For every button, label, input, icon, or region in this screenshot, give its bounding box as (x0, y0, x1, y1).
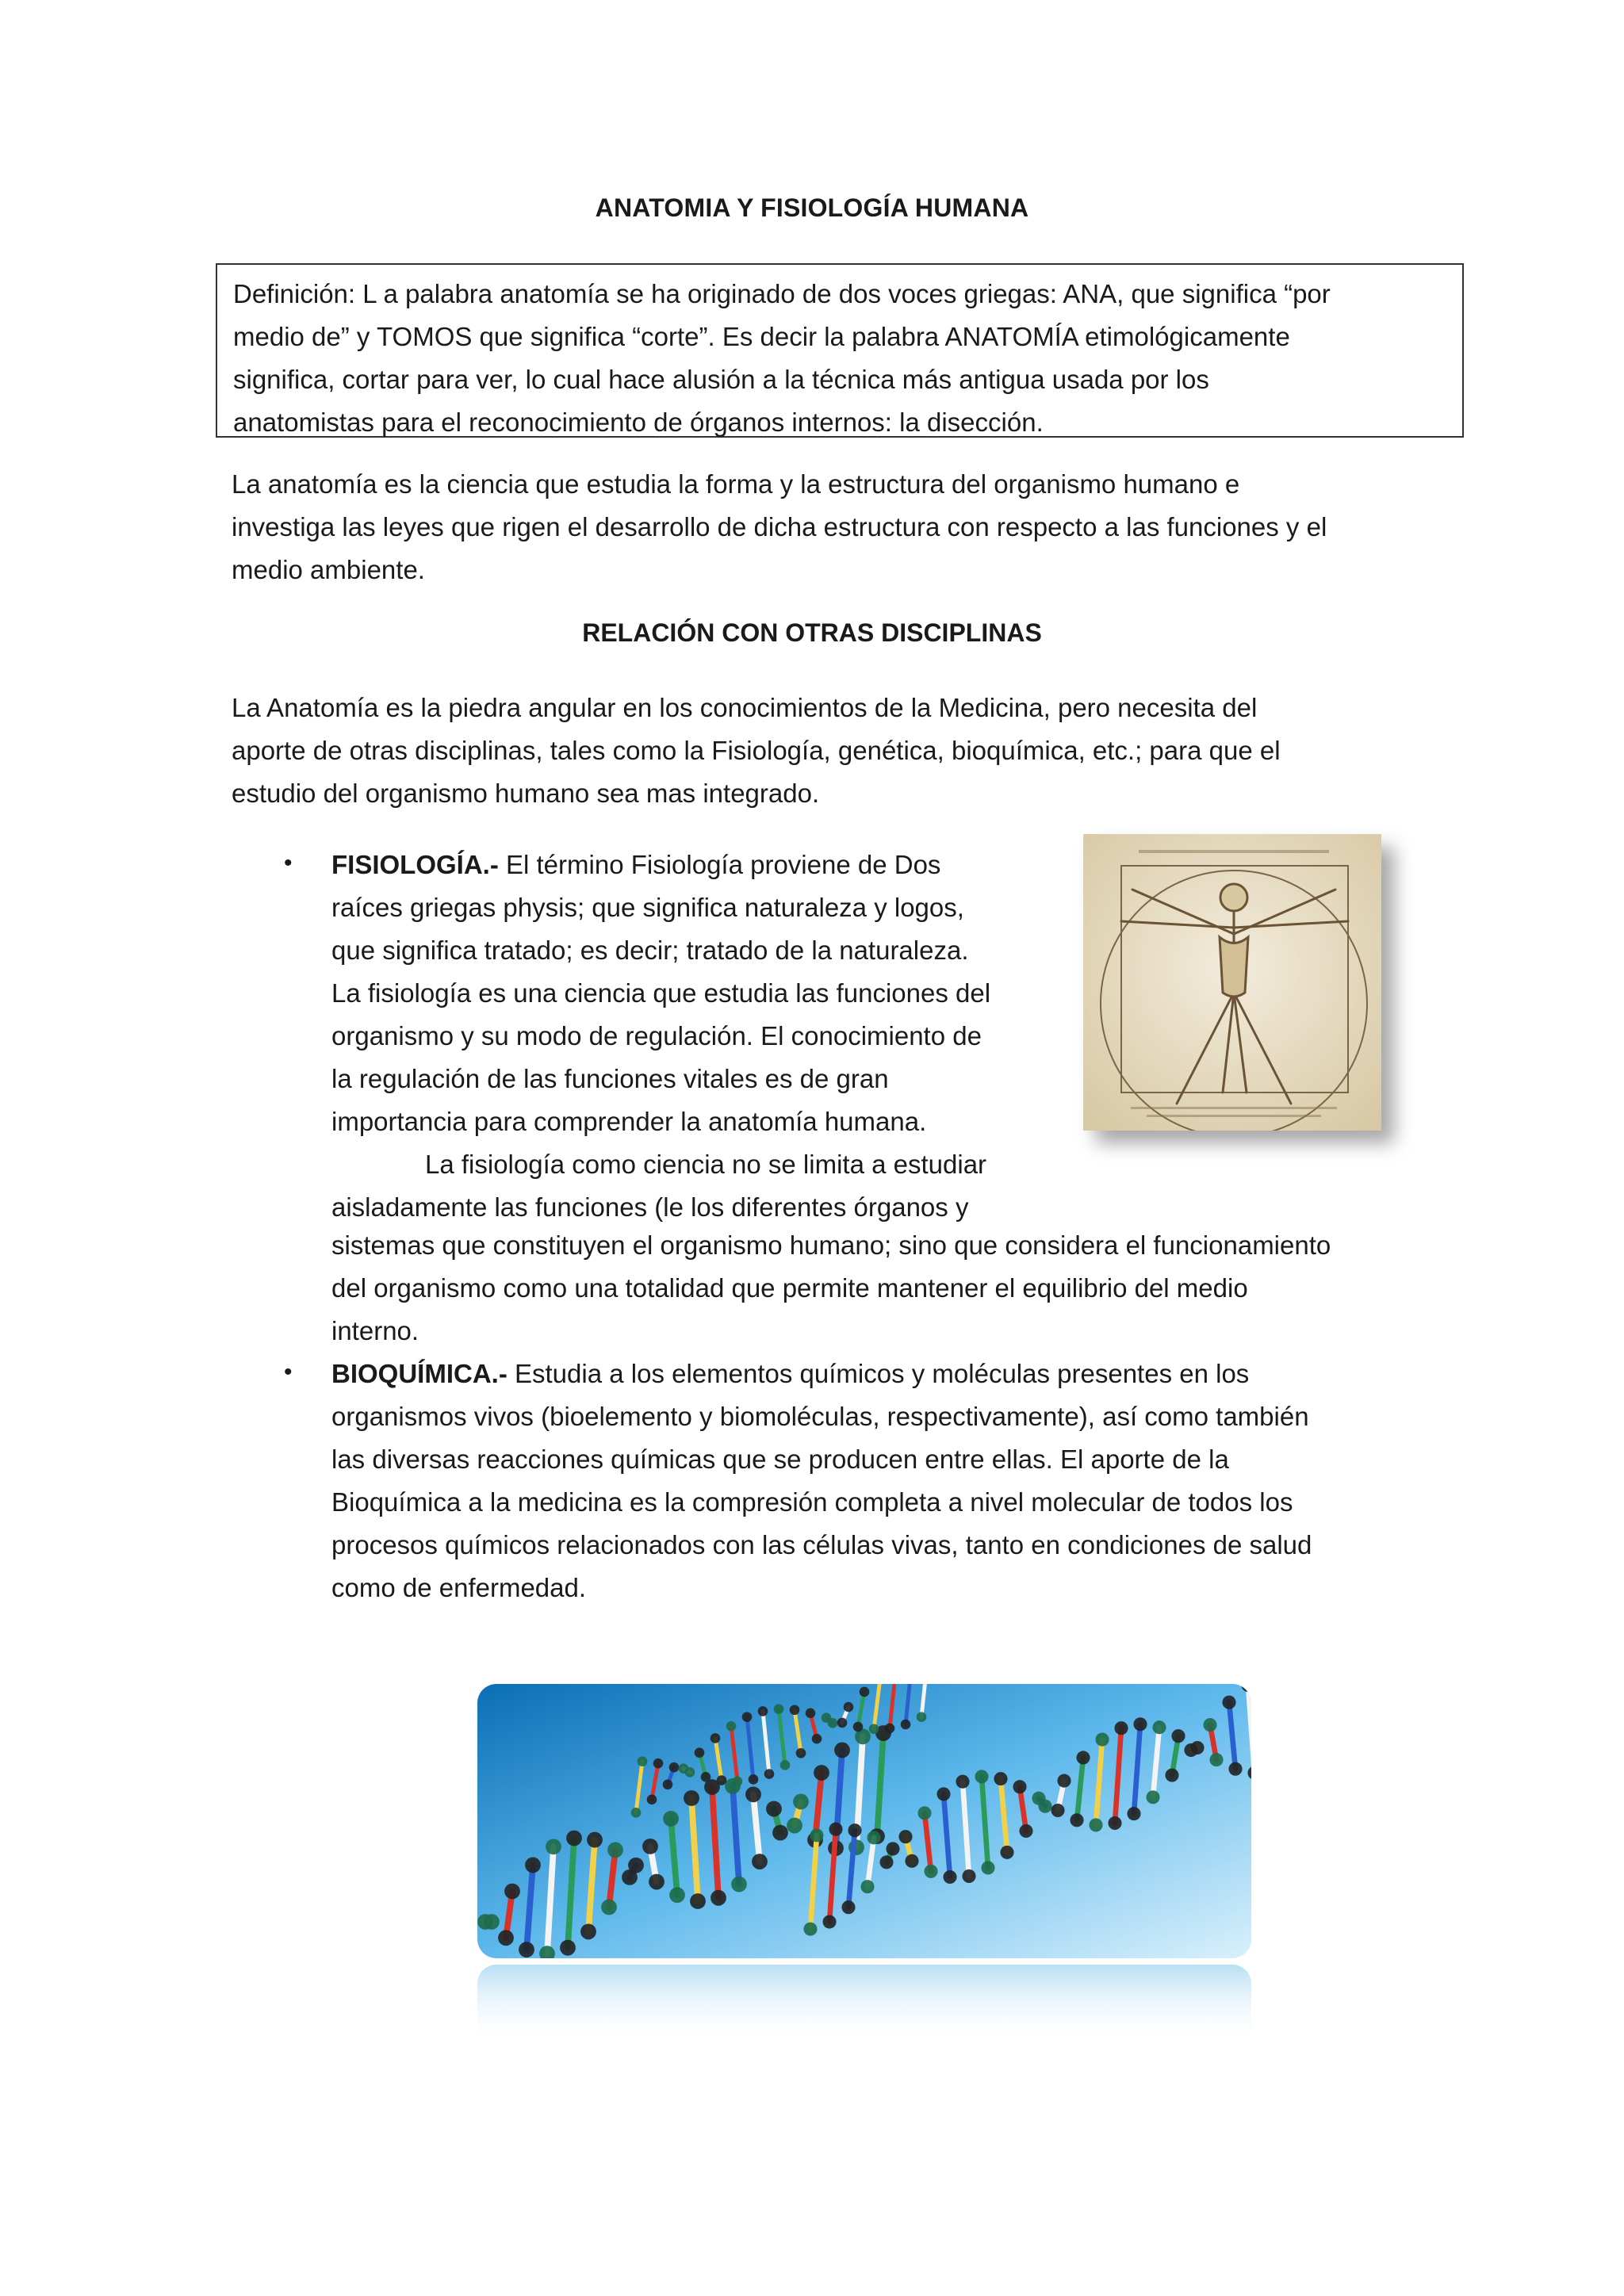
dna-helix-image (477, 1684, 1251, 1958)
dna-reflection-drawing (477, 1965, 1251, 2044)
intro-line: investiga las leyes que rigen el desarrollo de dicha estructura con respecto a las funciones y el (232, 512, 1327, 541)
fisiologia-line: interno. (331, 1316, 419, 1345)
fisiologia-paragraph (331, 844, 1023, 1229)
bioquimica-first-line: Estudia a los elementos químicos y moléculas presentes en los (507, 1359, 1250, 1388)
definition-line: medio de” y TOMOS que significa “corte”. Es decir la palabra ANATOMÍA etimológicamente (233, 322, 1290, 351)
fisiologia-line: que significa tratado; es decir; tratado de la naturaleza. (331, 936, 969, 965)
fisiologia-line: aisladamente las funciones (le los diferentes órganos y (331, 1192, 969, 1222)
bioquimica-term: BIOQUÍMICA.- (331, 1359, 508, 1388)
fisiologia-line: importancia para comprender la anatomía humana. (331, 1107, 927, 1136)
vitruvian-drawing (1083, 834, 1381, 1131)
section-title: RELACIÓN CON OTRAS DISCIPLINAS (582, 618, 1042, 647)
fisiologia-indent-line: La fisiología como ciencia no se limita a estudiar (425, 1150, 987, 1179)
relation-line: La Anatomía es la piedra angular en los conocimientos de la Medicina, pero necesita del (232, 693, 1258, 722)
vitruvian-man-image (1083, 834, 1381, 1131)
fisiologia-line: La fisiología es una ciencia que estudia las funciones del (331, 978, 991, 1008)
intro-line: medio ambiente. (232, 555, 425, 584)
definition-line: anatomistas para el reconocimiento de órganos internos: la disección. (233, 408, 1044, 437)
fisiologia-term: FISIOLOGÍA.- (331, 850, 499, 879)
bioquimica-line: Bioquímica a la medicina es la compresión completa a nivel molecular de todos los (331, 1487, 1293, 1517)
bioquimica-line: procesos químicos relacionados con las células vivas, tanto en condiciones de salud (331, 1530, 1312, 1559)
definition-line: significa, cortar para ver, lo cual hace alusión a la técnica más antigua usada por los (233, 365, 1209, 394)
definition-box (216, 263, 1464, 438)
intro-line: La anatomía es la ciencia que estudia la forma y la estructura del organismo humano e (232, 469, 1240, 499)
relation-line: estudio del organismo humano sea mas integrado. (232, 779, 820, 808)
bioquimica-paragraph (331, 1353, 1392, 1609)
definition-line: Definición: L a palabra anatomía se ha originado de dos voces griegas: ANA, que significa “por (233, 279, 1331, 308)
fisiologia-line: organismo y su modo de regulación. El conocimiento de (331, 1021, 982, 1050)
bioquimica-line: como de enfermedad. (331, 1573, 587, 1602)
fisiologia-continuation (331, 1224, 1392, 1353)
dna-helix-reflection (477, 1965, 1251, 2044)
intro-paragraph (232, 463, 1392, 591)
fisiologia-first-line: El término Fisiología proviene de Dos (498, 850, 941, 879)
fisiologia-line: raíces griegas physis; que significa naturaleza y logos, (331, 893, 964, 922)
bullet-bioquimica: • (284, 1359, 293, 1385)
page-title: ANATOMIA Y FISIOLOGÍA HUMANA (595, 193, 1029, 222)
fisiologia-line: del organismo como una totalidad que permite mantener el equilibrio del medio (331, 1273, 1248, 1303)
fisiologia-line: sistemas que constituyen el organismo humano; sino que considera el funcionamiento (331, 1230, 1331, 1260)
fisiologia-line: la regulación de las funciones vitales es de gran (331, 1064, 889, 1093)
bioquimica-line: las diversas reacciones químicas que se producen entre ellas. El aporte de la (331, 1445, 1229, 1474)
relation-paragraph (232, 687, 1392, 815)
dna-helix-drawing (477, 1684, 1251, 1958)
bullet-fisiologia: • (284, 850, 293, 876)
bioquimica-line: organismos vivos (bioelemento y biomoléculas, respectivamente), así como también (331, 1402, 1309, 1431)
relation-line: aporte de otras disciplinas, tales como la Fisiología, genética, bioquímica, etc.; para que el (232, 736, 1281, 765)
